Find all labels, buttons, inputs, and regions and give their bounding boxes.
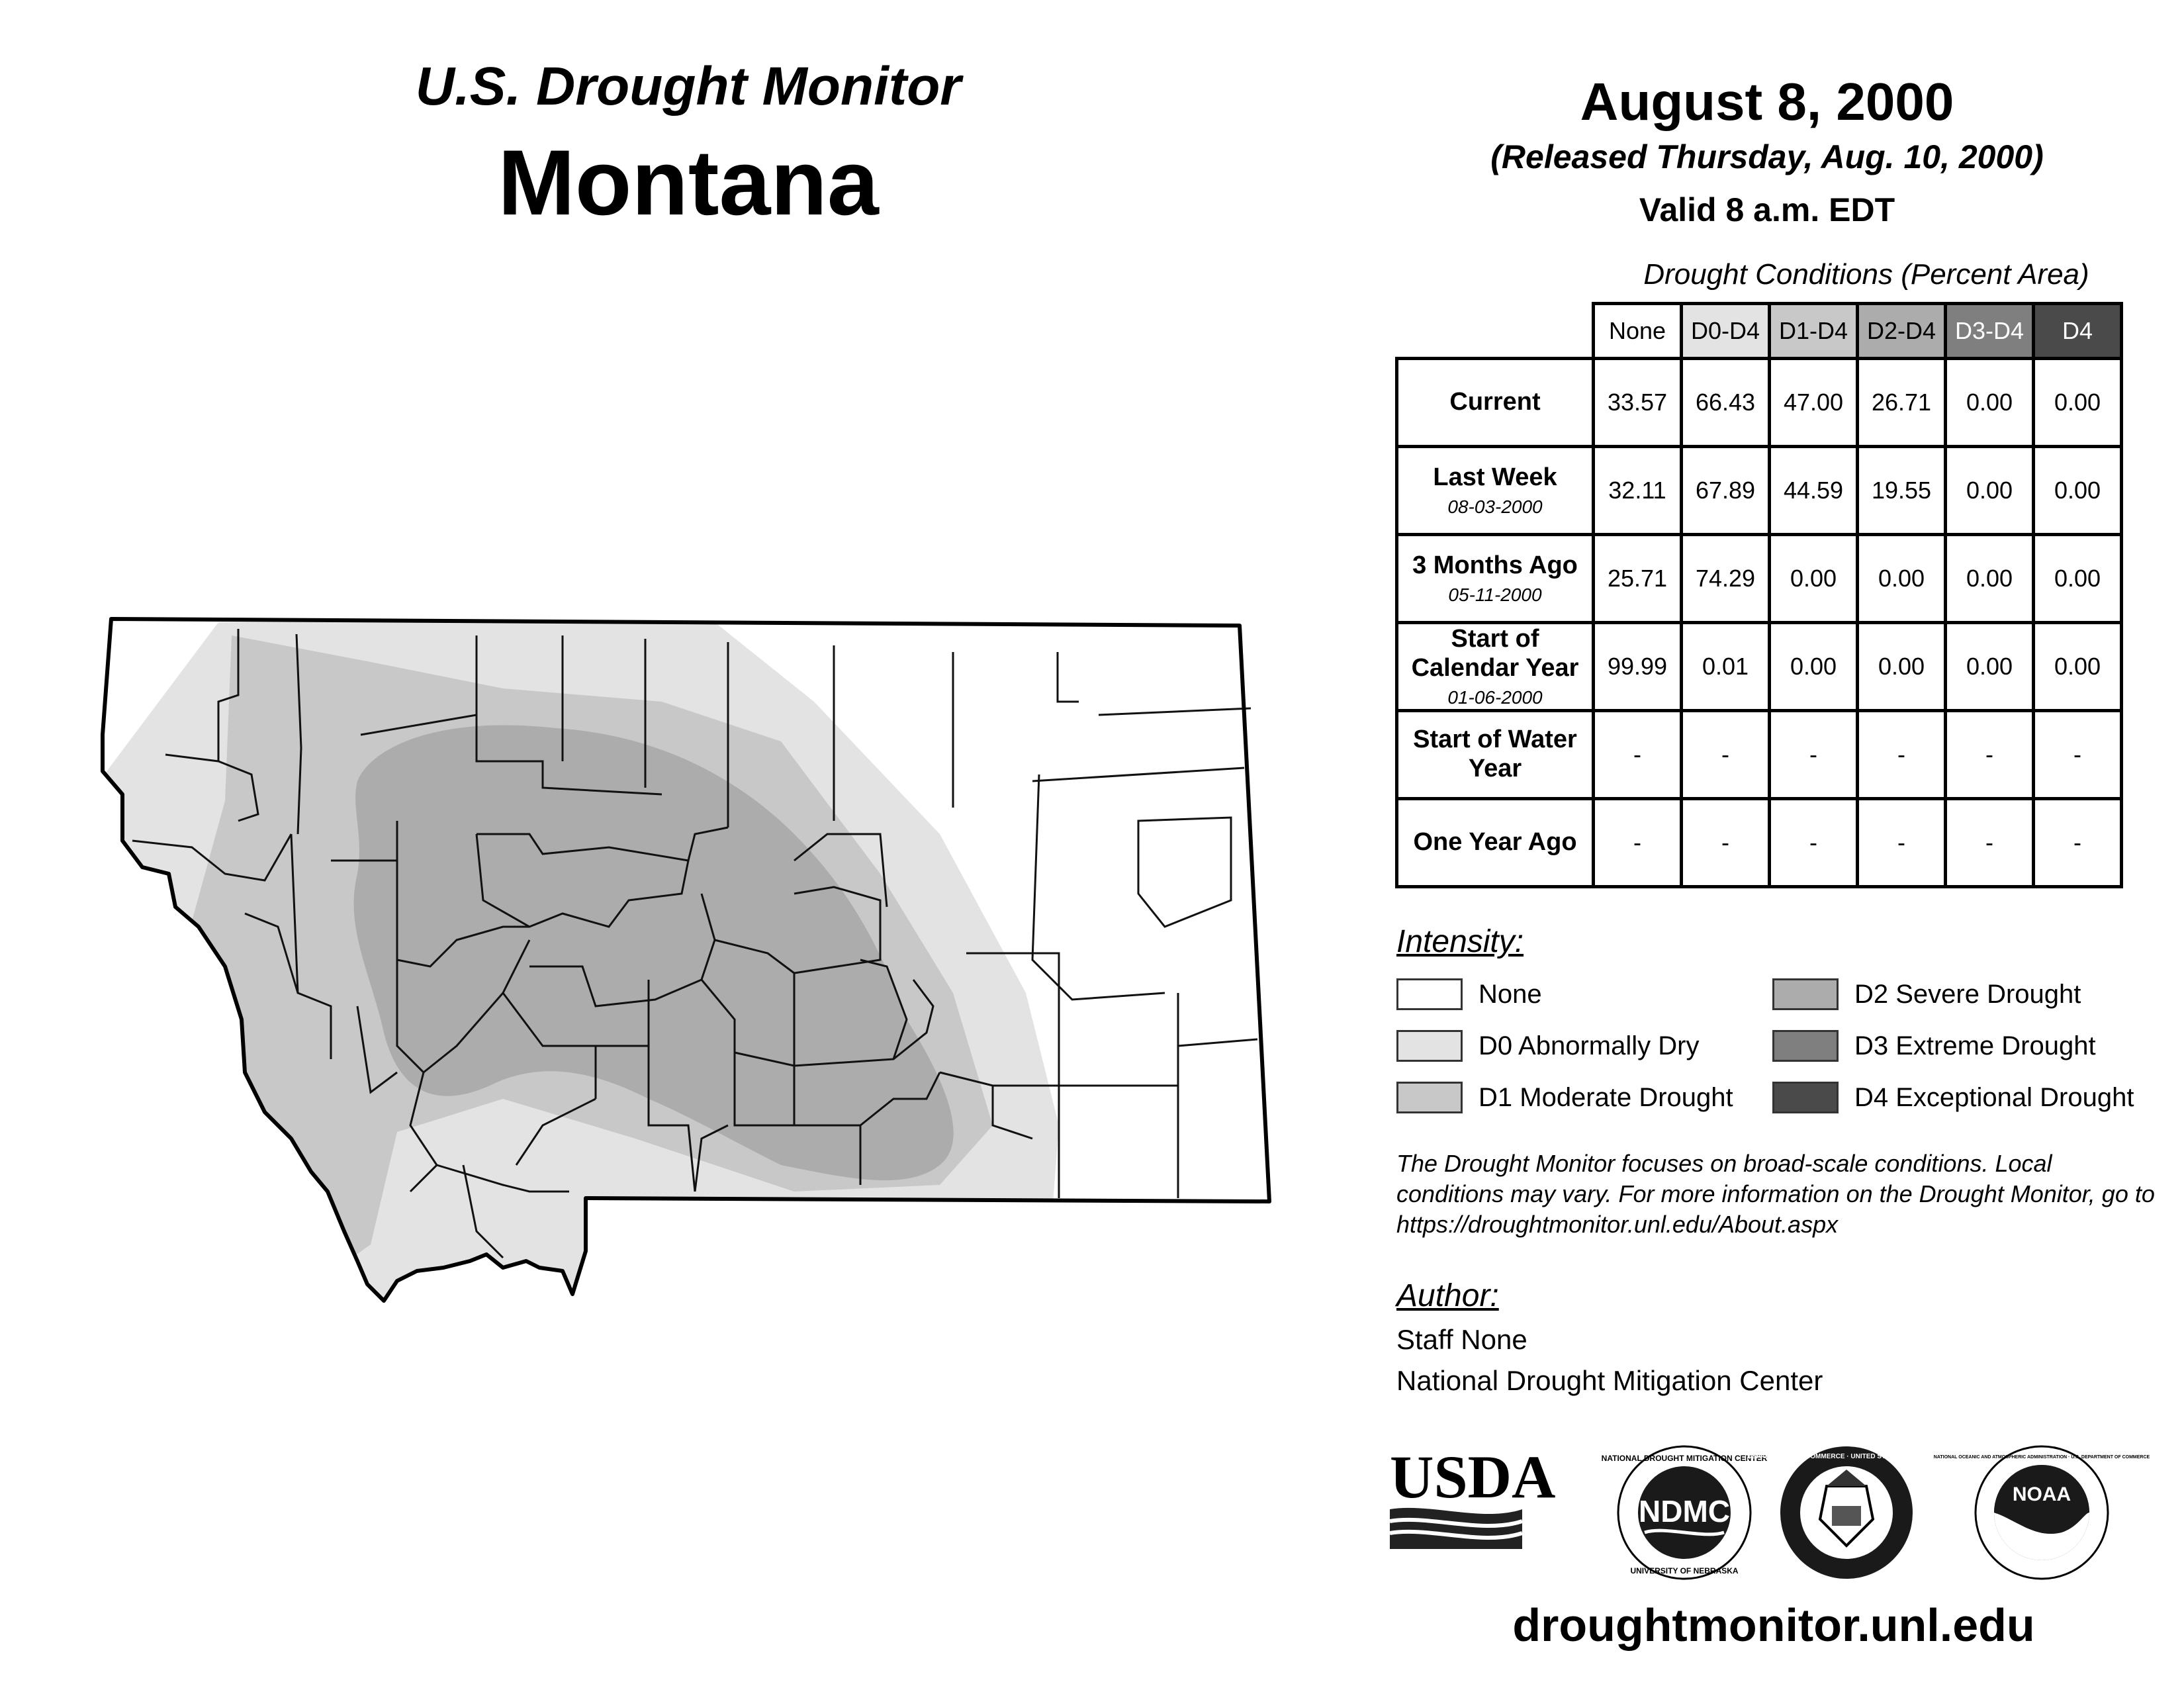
row-label-text: Current — [1449, 388, 1541, 416]
cell-value: 67.89 — [1682, 447, 1770, 535]
state-title: Montana — [498, 130, 879, 235]
legend-item-d3 — [1772, 1030, 2096, 1062]
cell-value: 0.00 — [2034, 359, 2122, 447]
author-organization: National Drought Mitigation Center — [1396, 1365, 1823, 1396]
table-row — [1397, 711, 2122, 799]
col-d0-d4: D0-D4 — [1682, 304, 1770, 359]
cell-value: - — [1858, 711, 1946, 799]
row-label-text: One Year Ago — [1413, 828, 1577, 857]
legend-item-d4 — [1772, 1082, 2134, 1113]
legend-swatch — [1396, 1030, 1463, 1062]
table-row — [1397, 799, 2122, 887]
legend-title: Intensity: — [1396, 924, 1524, 959]
row-label — [1397, 799, 1594, 887]
cell-value: 99.99 — [1594, 623, 1682, 711]
cell-value: - — [1770, 711, 1858, 799]
author-name: Staff None — [1396, 1324, 1527, 1355]
table-row — [1397, 623, 2122, 711]
cell-value: - — [1946, 799, 2034, 887]
cell-value: - — [1594, 711, 1682, 799]
cell-value: - — [1770, 799, 1858, 887]
usda-logo — [1390, 1443, 1555, 1549]
cell-value: 0.00 — [1770, 623, 1858, 711]
table-corner — [1397, 304, 1594, 359]
legend-label: D4 Exceptional Drought — [1854, 1082, 2134, 1112]
col-d1-d4: D1-D4 — [1770, 304, 1858, 359]
col-d3-d4: D3-D4 — [1946, 304, 2034, 359]
ndmc-wordmark: NDMC — [1639, 1494, 1730, 1528]
noaa-wordmark: NOAA — [2012, 1483, 2071, 1505]
row-label-text: 3 Months Ago — [1412, 551, 1578, 580]
noaa-ring-text: NATIONAL OCEANIC AND ATMOSPHERIC ADMINISTRATION · U.S. DEPARTMENT OF COMMERCE — [1933, 1455, 2150, 1460]
row-label-date: 01-06-2000 — [1447, 686, 1543, 708]
website-link[interactable]: droughtmonitor.unl.edu — [1512, 1599, 2035, 1651]
col-d4: D4 — [2034, 304, 2122, 359]
cell-value: 19.55 — [1858, 447, 1946, 535]
cell-value: 0.01 — [1682, 623, 1770, 711]
legend-swatch — [1396, 1082, 1463, 1113]
cell-value: 0.00 — [1946, 623, 2034, 711]
row-label — [1397, 359, 1594, 447]
cell-value: - — [1946, 711, 2034, 799]
drought-conditions-table — [1395, 302, 2123, 888]
map-date: August 8, 2000 — [1580, 72, 1954, 131]
release-date: (Released Thursday, Aug. 10, 2000) — [1490, 138, 2044, 175]
cell-value: 0.00 — [1770, 535, 1858, 623]
table-row — [1397, 535, 2122, 623]
legend-label: D2 Severe Drought — [1854, 979, 2081, 1009]
cell-value: 33.57 — [1594, 359, 1682, 447]
table-caption: Drought Conditions (Percent Area) — [1643, 258, 2089, 291]
cell-value: 25.71 — [1594, 535, 1682, 623]
cell-value: 74.29 — [1682, 535, 1770, 623]
usda-wordmark: USDA — [1390, 1443, 1556, 1511]
row-label-date: 08-03-2000 — [1447, 496, 1543, 517]
col-none: None — [1594, 304, 1682, 359]
row-label — [1397, 535, 1594, 623]
cell-value: 0.00 — [2034, 623, 2122, 711]
cell-value: - — [1682, 799, 1770, 887]
ndmc-logo — [1602, 1446, 1768, 1579]
cell-value: 47.00 — [1770, 359, 1858, 447]
legend-item-none — [1396, 978, 1542, 1010]
row-label-text: Start of Water Year — [1413, 726, 1577, 782]
legend-item-d0 — [1396, 1030, 1699, 1062]
cell-value: - — [1858, 799, 1946, 887]
legend-label: D1 Moderate Drought — [1479, 1082, 1733, 1112]
noaa-logo — [1934, 1446, 2150, 1579]
cell-value: - — [1594, 799, 1682, 887]
legend-swatch — [1396, 978, 1463, 1010]
table-row — [1397, 447, 2122, 535]
cell-value: 0.00 — [1946, 447, 2034, 535]
ndmc-ring-bottom: UNIVERSITY OF NEBRASKA — [1630, 1566, 1739, 1575]
disclaimer-note: The Drought Monitor focuses on broad-scale conditions. Local conditions may vary. For more information on the Drought Monitor, go to https://droughtmonitor.unl.edu/About.aspx — [1396, 1150, 2155, 1239]
cell-value: 44.59 — [1770, 447, 1858, 535]
row-label-text: Last Week — [1433, 463, 1557, 492]
table-header-row — [1397, 304, 2122, 359]
commerce-ring-text: DEPARTMENT OF COMMERCE · UNITED STATES OF AMERICA — [1747, 1453, 1946, 1460]
legend-swatch — [1772, 1030, 1839, 1062]
row-label — [1397, 711, 1594, 799]
legend-swatch — [1772, 978, 1839, 1010]
cell-value: - — [2034, 799, 2122, 887]
valid-time: Valid 8 a.m. EDT — [1639, 191, 1895, 228]
col-d2-d4: D2-D4 — [1858, 304, 1946, 359]
row-label — [1397, 447, 1594, 535]
legend-swatch — [1772, 1082, 1839, 1113]
row-label-text: Start of Calendar Year — [1411, 625, 1579, 682]
cell-value: 0.00 — [1858, 535, 1946, 623]
cell-value: 32.11 — [1594, 447, 1682, 535]
legend-item-d1 — [1396, 1082, 1733, 1113]
commerce-seal-logo — [1747, 1446, 1946, 1579]
drought-areas — [0, 596, 1324, 1324]
legend-label: None — [1479, 979, 1542, 1009]
row-label-date: 05-11-2000 — [1448, 584, 1542, 605]
cell-value: - — [1682, 711, 1770, 799]
legend-label: D0 Abnormally Dry — [1479, 1031, 1700, 1060]
author-heading: Author: — [1396, 1278, 1499, 1313]
legend-item-d2 — [1772, 978, 2081, 1010]
cell-value: 0.00 — [1858, 623, 1946, 711]
cell-value: 0.00 — [2034, 447, 2122, 535]
date-block — [1383, 71, 2151, 229]
cell-value: 26.71 — [1858, 359, 1946, 447]
cell-value: 0.00 — [2034, 535, 2122, 623]
cell-value: 0.00 — [1946, 535, 2034, 623]
cell-value: - — [2034, 711, 2122, 799]
table-row — [1397, 359, 2122, 447]
legend-label: D3 Extreme Drought — [1854, 1031, 2096, 1060]
ndmc-ring-top: NATIONAL DROUGHT MITIGATION CENTER — [1601, 1454, 1768, 1463]
agency-logos — [1390, 1443, 2184, 1589]
cell-value: 66.43 — [1682, 359, 1770, 447]
map-subtitle: U.S. Drought Monitor — [415, 56, 962, 117]
row-label — [1397, 623, 1594, 711]
cell-value: 0.00 — [1946, 359, 2034, 447]
